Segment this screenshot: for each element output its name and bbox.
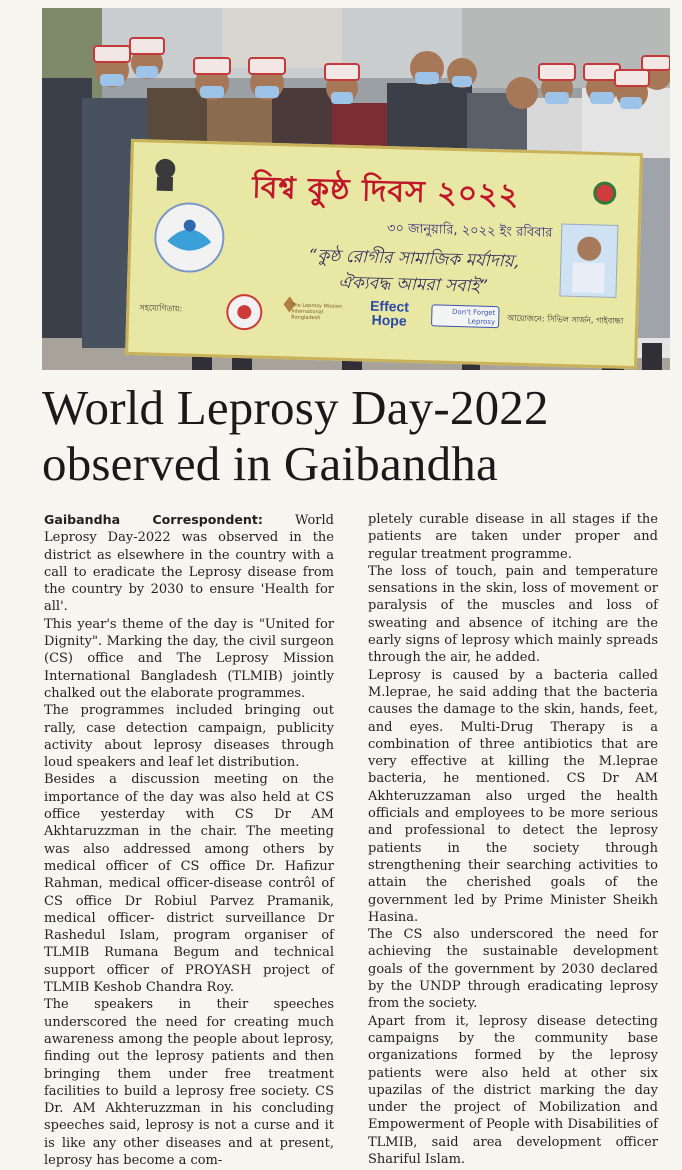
rally-photo bbox=[42, 8, 670, 370]
banner-organizer: আয়োজনে: সিভিল সার্জন, গাইবান্ধা bbox=[507, 313, 624, 326]
byline: Gaibandha Correspondent: bbox=[44, 512, 263, 527]
headline-line1: World Leprosy Day-2022 bbox=[42, 380, 549, 435]
headline-line2: observed in Gaibandha bbox=[42, 436, 498, 491]
article-column-left bbox=[44, 511, 334, 1169]
article-paragraph: Apart from it, leprosy disease detecting campaigns by the community base organizations formed by the leprosy patients were also held at other six upazilas of the district marking the day under the project of Mobilization and Empowerment of People with Disabilities of TLMIB, said area development officer Shariful Islam. bbox=[368, 1013, 658, 1167]
article-paragraph: The CS also underscored the need for achieving the sustainable development goals of the government by 2030 declared by the UNDP through eradicating leprosy from the society. bbox=[368, 927, 658, 1012]
tlm-logo-text: The Leprosy Mission International Bangladesh bbox=[291, 302, 343, 322]
banner-title: বিশ্ব কুষ্ঠ দিবস ২০২২ bbox=[251, 170, 520, 213]
rally-banner bbox=[125, 139, 643, 369]
sponsor-logo-1-icon bbox=[227, 295, 262, 330]
article-column-right bbox=[368, 511, 658, 1168]
article-paragraph: pletely curable disease in all stages if the patients are taken under proper and regular treatment programme. bbox=[368, 512, 658, 562]
article-paragraph: The speakers in their speeches underscored the need for creating much awareness among the people about leprosy, finding out the leprosy patients and then bringing them under free treatment facilities to build a leprosy free society. CS Dr. AM Akhteruzzman in his concluding speeches said, leprosy is not a curse and it is like any other diseases and at present, leprosy has become a com- bbox=[44, 997, 334, 1168]
article-paragraph: The programmes included bringing out rally, case detection campaign, publicity activity about leprosy diseases through loud speakers and leaf let distribution. bbox=[44, 703, 334, 771]
dont-forget-leprosy-logo: Don't Forget Leprosy bbox=[431, 304, 500, 328]
banner-slogan-line1: “কুষ্ঠ রোগীর সামাজিক মর্যাদায়, bbox=[308, 245, 520, 272]
article-paragraph: Leprosy is caused by a bacteria called M.leprae, he said adding that the bacteria causes the damage to the skin, hands, feet, and eyes. Multi-Drug Therapy is a combination of three antibiotics that are very effective at killing the M.leprae bacteria, he mentioned. CS Dr AM Akhteruzzaman also urged the health officials and employees to be more serious and professional to detect the leprosy patients in the society through strengthening their searching activities to attain the cherished goals of the government led by Prime Minister Sheikh Hasina. bbox=[368, 667, 658, 925]
banner-sponsor-label: সহযোগিতায়: bbox=[139, 303, 183, 314]
article-paragraph: Gaibandha Correspondent: World Leprosy Day-2022 was observed in the district as elsewhere in the country with a call to eradicate the Leprosy disease from the country by 2030 to ensure 'Health for all'. bbox=[44, 512, 334, 615]
effect-hope-logo: Effect Hope bbox=[369, 297, 410, 329]
banner-date: ৩০ জানুয়ারি, ২০২২ ইং রবিবার bbox=[386, 221, 553, 241]
banner-slogan-line2: ঐক্যবদ্ধ আমরা সবাই” bbox=[337, 272, 489, 297]
article-paragraph: The loss of touch, pain and temperature sensations in the skin, loss of movement or paralysis of the muscles and loss of sweating and absence of itching are the early signs of leprosy which mainly spreads through the air, he added. bbox=[368, 563, 658, 666]
article-paragraph: This year's theme of the day is "United for Dignity". Marking the day, the civil surgeon (CS) office and The Leprosy Mission International Bangladesh (TLMIB) jointly chalked out the elaborate programmes. bbox=[44, 616, 334, 701]
article-paragraph: Besides a discussion meeting on the importance of the day was also held at CS office yesterday with CS Dr AM Akhtaruzzman in the chair. The meeting was also addressed among others by medical officer of CS office Dr. Hafizur Rahman, medical officer-disease contrôl of CS office Dr Robiul Parvez Pramanik, medical officer- district surveillance Dr Rashedul Islam, program organiser of TLMIB Rumana Begum and technical support officer of PROYASH project of TLMIB Keshob Chandra Roy. bbox=[44, 772, 334, 996]
article-headline bbox=[42, 380, 672, 492]
